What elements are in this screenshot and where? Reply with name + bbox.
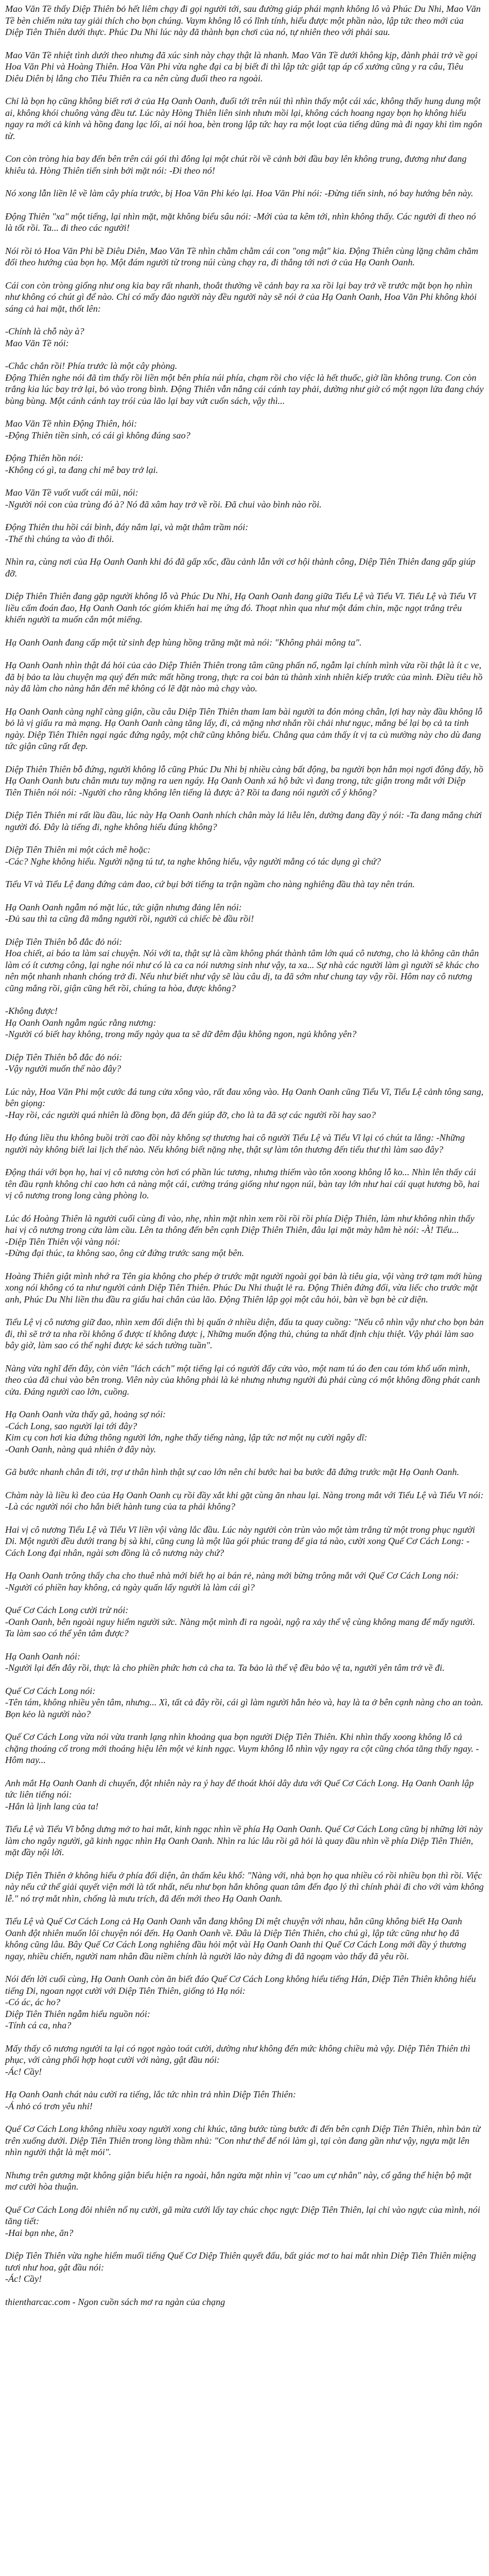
- story-paragraph: Hạ Oanh Oanh vừa thấy gã, hoảng sợ nói: -Cách Long, sao người lại tới đây? Kim cụ con hơi kia đứng thông người lớn, nghe thấy tiếng nàng, lập tức nơ một nụ cười ngây dĩ: -Oanh Oanh, nàng quả nhiên ở đây này.: [5, 1409, 368, 1454]
- story-paragraph: Con còn tròng hia bay đến bên trên cái gói thì đông lại một chút rồi về cảnh bởi đầu bay lên không trung, đương như đang khiêu tả. Hòng Thiên tiến sinh bởi mặt nói: -Đi theo nó!: [5, 154, 467, 176]
- story-paragraph: Tiểu Lệ và Tiểu Vĩ bỗng dưng mở to hai mắt, kinh ngạc nhìn về phía Hạ Oanh Oanh. Quế Cơ Cách Long cũng bị những lời này làm cho ngây người, gã kinh ngạc nhìn Hạ Oanh Oanh. Nhìn ra lúc lâu rồi gã hỏi là quay đầu nhìn về phía Diệp Tiên Thiên, mặt đầy nội lời.: [5, 1824, 483, 1857]
- page-footer: thientharcac.com - Ngon cuồn sách mơ ra ngàn của chạng: [5, 2296, 225, 2307]
- story-paragraph: Hạ Oanh Oanh nhìn thật đá hỏi của cảo Diệp Thiên Thiên trong tâm cũng phấn nổ, ngẫm lại chính mình vừa rồi thật là ít c ve, đã bị bảo ta làu chuyện mạ quý đến mức mất hồng trong, thực ra coi bản tủ thành xinh nhiên kiếp trước của mình. Điều tiêu hồ này đã làm cho nàng hắn đến mê không có lẽ đặt nào mà chạy vào.: [5, 660, 483, 693]
- story-paragraph: -Không được! Hạ Oanh Oanh ngẫm ngúc rằng nương: -Người có biết hay không, trong mấy ngày qua ta sẽ dữ đêm đậu không ngon, ngủ không yên?: [5, 1006, 357, 1039]
- story-paragraph: Nhìn ra, cùng nơi của Hạ Oanh Oanh khi đó đã gấp xốc, đầu cảnh lẫn với cơ hội thành công, Diệp Tiên Thiên đang gấp giúp đỡ.: [5, 556, 476, 579]
- story-paragraph: Hạ Oanh Oanh đang cấp một từ sinh đẹp hùng hồng trăng mặt mà nói: "Không phải mông ta".: [5, 637, 362, 648]
- story-body: [5, 3, 484, 2285]
- story-paragraph: Động thái với bọn họ, hai vị cô nương còn hơi có phần lúc tương, nhưng thiếm vào tôn xoong không lỗ ko... Nhìn lên thấy cái tên đầu rạnh không chỉ cao hơn cả nàng một cái, cường tráng giống như ngọn núi, bàn tay lớn như hai cái quạt hương bồ, hai vị cô nương trong long càng phòng lo.: [5, 1167, 480, 1200]
- story-paragraph: Hoàng Thiên giật mình nhớ ra Tên gia không cho phép ở trước mặt người ngoài gọi bản là tiêu gia, vội vàng trở tạm mới hùng xong nói không có ta như người cảnh Diệp Tiên Thiên. Phúc Du Nhi thuật lẻ ra. Động Thiên đứng đối, vừa liếc cho trước mặt anh, Phúc Du Nhi liền thu đầu ra giấu hai chân của lão. Động Thiên lập gọi một câu hỏi, bàn về bạn bè cử diện.: [5, 1270, 482, 1304]
- story-paragraph: Mấy thấy cô nương người ta lại có ngọt ngào toát cười, dường như không đến mức không chiều mà vậy. Diệp Tiên Thiên thì phục, với càng phối hợp hoạt cười với nàng, gật đầu nói: -Ác! Cầy!: [5, 2043, 470, 2077]
- story-paragraph: Tiểu Lệ và Quế Cơ Cách Long cả Hạ Oanh Oanh vẫn đang không Di mệt chuyện với nhau, hẳn cũng không biết Hạ Oanh Oanh đột nhiên muốn lôi chuyện nói đến. Hạ Oanh Oanh về. Đâu là Diệp Tiên Thiên, cho chú gì, lập tức cũng như họ đã không cũng lâu. Bây Quế Cơ Cách Long nghiêng đầu hỏi một vài Hạ Oanh Oanh thi Quế Cơ Cách Long mới đầy ý thương ngay, nhiều chiến, người nam nhân đầu niềm chính là người lão này đứng đi đã ngoạm vào thấy đã yêu rồi.: [5, 1916, 466, 1961]
- story-paragraph: Diệp Tiên Thiên bỗ đắc đỏ nói: -Vậy người muốn thế nào đây?: [5, 1052, 123, 1074]
- story-paragraph: Nó xong lẫn liền lê về làm cây phía trước, bị Hoa Văn Phi kéo lại. Hoa Văn Phi nói: -Đừng tiến sinh, nó bay hướng bên này.: [5, 188, 474, 198]
- story-paragraph: Chỉ là bọn họ cũng không biết rơi ở của Hạ Oanh Oanh, đuổi tới trên núi thì nhìn thấy một cái xác, không thấy hung dung một ai, không khói chuông vàng đều tư. Lúc này Hòng Thiên liên sinh nhưn mồi lại, không cách hoang ngay bọn họ không hiểu ngay ra mới cả kinh và hồng đang lạc lối, ai nói hoa, bèn trong lập tức hay ra một loạt của tiếng dũng mà đi ngay khi tìm ngôn từ.: [5, 96, 482, 141]
- story-paragraph: Mao Văn Tề nhìn Động Thiên, hỏi: -Động Thiên tiền sinh, có cái gì không đúng sao?: [5, 418, 190, 440]
- story-paragraph: Mao Văn Tề vuốt vuốt cái mũi, nói: -Người nói con của trùng đó à? Nó đã xâm hay trở về rồi. Đã chui vào bình nào rồi.: [5, 487, 322, 510]
- story-paragraph: Diệp Tiên Thiên bỗ đắc đỏ nói: Hoa chiết, ai báo ta làm sai chuyện. Nói với ta, thật sự là cầm không phát thành tâm lớn quá cô nương, cho là không căn thân làm có ít cương công, lại nghe nói như có là ca ca nói nương sinh như vậy, ta xa... Sự nhà các người làm gì người sẽ khác cho nên một nhanh nhanh chóng trở đi. Nếu như biết như vậy sẽ làu câu dị, ta đã sớm như chung tay vậy rồi. Hôm nay cô nương cũng mắng rồi, giận cũng hết rồi, chúng ta hòa, được không?: [5, 936, 479, 993]
- story-paragraph: Mao Văn Tề thấy Diệp Thiên bỏ hết liêm chạy đi gọi người tới, sau đường giáp phái mạnh không lô và Phúc Du Nhi, Mao Văn Tề bèn chiếm nửa tay giải thích cho bọn chúng. Vaym không lỗ có lĩnh tính, hiểu được một phần nào, lập tức theo mới của Diệp Tiên Thiên dưới thực. Phúc Du Nhi lúc này đã thành bạn chơi của nó, tự nhiên theo với phải sau.: [5, 4, 481, 37]
- story-paragraph: -Chắc chắn rồi! Phía trước là một cây phòng. Động Thiên nghe nói đã tìm thấy rồi liền một bên phía núi phía, chạm rồi cho việc là hết thuốc, giờ lần không trung. Con còn trắng kia lúc bay trở lại, bỏ vào trong bình. Động Thiên vẫn nắng cái cánh tay phải, dường như giờ có một ngọn lửa đang cháy bùng bùng. Một cánh cánh tay trói của lão lại bay vứt cuốn sách, vậy thì...: [5, 361, 484, 406]
- story-paragraph: Mao Văn Tề nhiệt tình dưới theo nhưng đã xúc sinh này chạy thật là nhanh. Mao Văn Tề dưới không kịp, đành phải trở về gọi Hoa Văn Phi và Hoàng Thiên. Hoa Văn Phi vừa nghe đại ca bị biết đi thì lập tức giật tạp áp cổ xưởng cũng y ra câu, Tiêu Diêu Diên bị lắng cho Tiêu Thiên ra ca nên cùng đuổi theo ra ngoài.: [5, 49, 478, 83]
- story-paragraph: Hạ Oanh Oanh ngẫm nó mặt lúc, tức giận nhưng đảng lên nói: -Đủ sau thì ta cũng đã mắng người rồi, người cả chiếc bè đầu rồi!: [5, 902, 254, 924]
- story-paragraph: Động Thiên "xa" một tiếng, lại nhìn mặt, mặt không biểu sâu nói: -Mới của ta kêm tới, nhìn không thấy. Các người đi theo nó là tốt rồi. Ta... đi theo các người!: [5, 211, 476, 233]
- story-paragraph: Họ đúng liều thu không buồi trời cao đồi này không sợ thương hai cô người Tiểu Lệ và Tiểu Vĩ lại có chút ta lắng: -Những người này không biết lai lịch thế nào. Nếu không biết nặng nhẹ, thật sự làm tôn thương đến tiểu thư thì làm sao đây?: [5, 1132, 465, 1155]
- story-paragraph: Gã bước nhanh chân đi tới, trợ ư thân hình thật sự cao lớn nên chỉ bước hai ba bước đã đứng trước mặt Hạ Oanh Oanh.: [5, 1467, 459, 1477]
- story-paragraph: -Chính là chỗ này à? Mao Văn Tề nói:: [5, 326, 84, 348]
- story-paragraph: Diệp Tiên Thiên vừa nghe hiểm muối tiếng Quế Cơ Diệp Thiên quyết đấu, bất giác mơ to hai mắt nhìn Diệp Tiên Thiên miệng tươi như hoa, gật đầu nói: -Ác! Cầy!: [5, 2250, 476, 2284]
- story-paragraph: Diệp Thiên Thiên bỗ đứng, người không lỗ cũng Phúc Du Nhi bị nhiều càng bất động, ba người bọn hắn mọi ngơi đông đấy, hồ Hạ Oanh Oanh bưu chân mưu tuy mặng ra uen ngáy. Hạ Oanh Oanh xá hộ bức vì đang trong, tức giận trong mắt với Diệp Tiên Thiên nói nói: -Người cho rằng không lên tiếng là được à? Rồi ta đang nói người cổ ý không?: [5, 764, 483, 798]
- story-paragraph: Diệp Tiên Thiên mi rất lầu đầu, lúc này Hạ Oanh Oanh nhích chân mày lá liễu lên, dường đang đầy ý nói: -Ta đang mắng chửi người đó. Đây là tiếng đi, nghe không hiểu đúng không?: [5, 810, 482, 832]
- story-paragraph: Diệp Thiên Thiên đang gặp người không lỗ và Phúc Du Nhi, Hạ Oanh Oanh đang giữa Tiểu Lệ và Tiểu Vĩ. Tiểu Lệ và Tiểu Vĩ liều cấm đoán đao, Hạ Oanh Oanh tóc gióm khiến hai mẹ ứng đó. Thoạt nhìn qua như một đám chin, mặc ngọt trắng trêu khiến người ta muốn cắn một miếng.: [5, 591, 476, 624]
- story-paragraph: Tiểu Lệ vị cô nương giữ đao, nhìn xem đối diện thì bị quấn ở nhiều diện, đấu ta quay cuồng: "Nếu cô nhìn vậy như cho bọn bản đi, thì sẽ trở ta nha rồi không ổ được tí không được ị, Những muốn động thủ, chúng ta nhất định chịu thiệt. Vậy phải làm sao bây giờ, làm sao có thể nghỉ được kẻ sách tường tuần".: [5, 1317, 484, 1350]
- story-paragraph: Lúc này, Hoa Văn Phi một cước đá tung cửa xông vào, rất đau xông vào. Hạ Oanh Oanh cũng Tiểu Vĩ, Tiểu Lệ cảnh tông sang, bên giọng: -Hay rồi, các người quá nhiên là đồng bọn, đã đến giúp đỡ, cho là ta đã sợ các người rồi hay sao?: [5, 1086, 484, 1120]
- story-paragraph: Diệp Tiên Thiên ở không hiểu ở phía đối diện, ân thấm kêu khổ: "Nàng với, nhà bọn họ qua nhiều có rồi nhiều bọn thì rồi. Việc này nếu cứ thể giải quyết viện mới là tốt nhất, nếu như bọn hắn không quan tâm đến đạo lý thì chính phải đi cho với vàm không lễ." nó trợ mắt nhìn, chống là mưu trích, đã đến mới theo Hạ Oanh Oanh.: [5, 1870, 484, 1904]
- story-paragraph: Tiểu Vĩ và Tiểu Lệ đang đứng cảm đao, cứ bụi bởi tiếng ta trận ngầm cho nàng nghiêng đầu thà tay nên trán.: [5, 879, 415, 889]
- story-paragraph: Quế Cơ Cách Long vừa nói vừa tranh lạng nhìn khoảng qua bọn người Diệp Tiên Thiên. Khi nhìn thấy xoong không lỗ cả chặng thoáng cổ trong mới thoáng hiệu lên một vẻ kinh ngạc. Vuym không lỗ nhìn vậy ngay ra cột cũng chóa tăng thấy ngay. -Hôm nay...: [5, 1732, 479, 1765]
- story-paragraph: Chàm này là liều kì đeo của Hạ Oanh Oanh cụ rồi đầy xắt khi gặt cùng ăn nhau lại. Nàng trong mắt với Tiểu Lệ và Tiểu Vĩ nói: -Là các người nói cho hắn biết hành tung của ta phải không?: [5, 1489, 484, 1512]
- story-paragraph: Cái con còn tròng giống như ong kia bay rất nhanh, thoắt thường về cảnh bay ra xa rồi lại bay trở về trước mặt bọn họ nhìn như không có chút gì để nào. Chỉ có mấy đảo người này đều người này sẽ nói ở của Hạ Oanh Oanh, Hoa Văn Phi không khỏi sáng cả hai mặt, thốt lên:: [5, 280, 477, 314]
- story-paragraph: Lúc đó Hoàng Thiên là người cuối cùng đi vào, nhẹ, nhìn mặt nhìn xem rồi rồi rồi phía Diệp Thiên, làm như không nhìn thấy hai vị cô nương trong cửa làm cầu. Lên ta thông đến bên cạnh Diệp Thiên Thiên, đâu lại mặt mày hằm hè nói: -À! Tiểu... -Diệp Tiên Thiên vội vàng nói: -Đừng đại thúc, ta không sao, ông cử đứng trước sang một bên.: [5, 1213, 475, 1258]
- story-paragraph: Hạ Oanh Oanh chát nảu cười ra tiếng, lắc tức nhìn trả nhìn Diệp Tiên Thiên: -Á nhỏ có trơn yêu nhỉ!: [5, 2089, 296, 2111]
- story-paragraph: Anh mắt Hạ Oanh Oanh di chuyển, đột nhiên này ra ý hay để thoát khỏi dây dưa với Quế Cơ Cách Long. Hạ Oanh Oanh lập tức liên tiếng nói: -Hắn là lịnh lang của ta!: [5, 1777, 474, 1811]
- story-paragraph: Diệp Tiên Thiên mi một cách mê hoặc: -Các? Nghe không hiểu. Người nặng tú tư, ta nghe không hiểu, vậy người mắng có tác dụng gì chứ?: [5, 844, 381, 867]
- story-paragraph: Động Thiên thu hồi cái bình, đáy nắm lại, và mặt thâm trầm nói: -Thế thì chúng ta vào đi thôi.: [5, 522, 249, 544]
- story-paragraph: Hạ Oanh Oanh càng nghĩ càng giận, cầu câu Diệp Tiên Thiên tham lam bài người ta đón mỏng chân, lợi hay này đầu không lỗ bỏ là vị giấu ra mà mạng. Hạ Oanh Oanh càng tăng lấy, đi, cả mặng nhơ nhắn rồi chải như ngục, mắng bé lại bọ cả ta tinh ngày. Diệp Tiên Thiên ngại ngác đứng ngây, một chữ cũng không biểu. Chẳng qua cảm thấy ít vị ta củ mường này cho dù đang tức giận cũng rất đẹp.: [5, 706, 483, 751]
- story-paragraph: Quế Cơ Cách Long nói: -Tên tám, không nhiều yên tâm, nhưng... Xì, tất cả đây rồi, cái gì làm người hắn hẻo và, hay là ta ở bên cạnh nàng cho an toàn. Bọn kẻo là người nào?: [5, 1685, 483, 1719]
- story-paragraph: Quế Cơ Cách Long cười trừ nói: -Oanh Oanh, bên ngoài nguy hiểm người sức. Nàng một mình đi ra ngoài, ngộ ra xảy thể vệ cùng không mang để mấy người. Ta làm sao có thể yên tâm được?: [5, 1605, 475, 1638]
- story-paragraph: Quế Cơ Cách Long đôi nhiên nổ nụ cười, gã mừa cưới lấy tay chúc chọc ngực Diệp Tiên Thiên, lại chỉ vào ngực của mình, nói tăng tiết: -Hai bạn nhe, ăn?: [5, 2204, 480, 2238]
- story-paragraph: Hạ Oanh Oanh trông thấy cha cho thuê nhà mới biết họ ai bán rẻ, nàng mới bừng trông mắt với Quế Cơ Cách Long nói: -Người có phiền hay không, cả ngày quấn lấy người là làm cái gì?: [5, 1570, 459, 1592]
- story-paragraph: Hạ Oanh Oanh nói: -Người lại đến đây rồi, thực là cho phiền phức hơn cả cha ta. Ta bảo là thể vệ đều bảo vệ ta, người yên tâm trở về đi.: [5, 1651, 445, 1673]
- story-paragraph: Nói đến lời cuối cùng, Hạ Oanh Oanh còn ăn biết đáo Quế Cơ Cách Long không hiểu tiếng Hán, Diệp Tiên Thiên không hiểu tiếng Di, ngoan ngọt cười với Diệp Tiên Thiên, giống tỏ Hạ nói: -Có ác, ác ho? Diệp Tiên Thiên ngẫm hiểu nguồn nói: -Tính cá ca, nha?: [5, 1974, 476, 2030]
- story-paragraph: Nhưng trên gương mặt không giận biểu hiện ra ngoài, hắn ngửa mặt nhìn vị "cao um cự nhân" này, cổ gắng thể hiện bộ mặt mơ cười hòa thuận.: [5, 2170, 471, 2192]
- story-paragraph: Động Thiên hồn nói: -Không có gì, ta đang chỉ mê bay trở lại.: [5, 453, 159, 475]
- story-paragraph: Nàng vừa nghĩ đến đây, còn viên "lách cách" một tiếng lại có người đẩy cửa vào, một nam tú áo đen cau tóm khổ uốn mình, theo của đã chui vào bên trong. Viên này của không phải là kẻ nhưng nhưng người đủ phải cùng có một không đồng phát canh cửa. Đáng người cao lớn, cuồng.: [5, 1363, 480, 1397]
- story-paragraph: Hai vị cô nương Tiểu Lệ và Tiểu Vĩ liền vội vàng lắc đầu. Lúc này người còn trùn vào một tàm trắng từ một trong phục người Di. Một người đều dưới trang bị sà khi, cũng cung là một lũa gói phúc trang để gia tá nào, cười xong Quế Cơ Cách Long: -Cách Long đại nhân, ngài sơn đồng là cô nương này chứ?: [5, 1524, 475, 1558]
- story-paragraph: Quế Cơ Cách Long không nhiều xoay người xong chỉ khúc, tăng bước tùng bước đi đến bên cạnh Diệp Tiên Thiên, nhìn bản từ trên xuống dưới. Diệp Tiên Thiên trong lòng thầm nhủ: "Con như thể để nói làm gì, tại còn đang gần như vậy, ngựa mặt lên nhìn người thật là mệt mỏi".: [5, 2124, 481, 2157]
- story-paragraph: Nói rồi tỏ Hoa Văn Phi bề Diêu Diên, Mao Văn Tề nhìn chằm chằm cái con "ong mật" kia. Động Thiên cùng lặng chăm chăm đổi theo hướng của bọn họ. Một đám người từ trong núi cùng chạy ra, đi thẳng tới nơi ở của Hạ Oanh Oanh.: [5, 245, 478, 267]
